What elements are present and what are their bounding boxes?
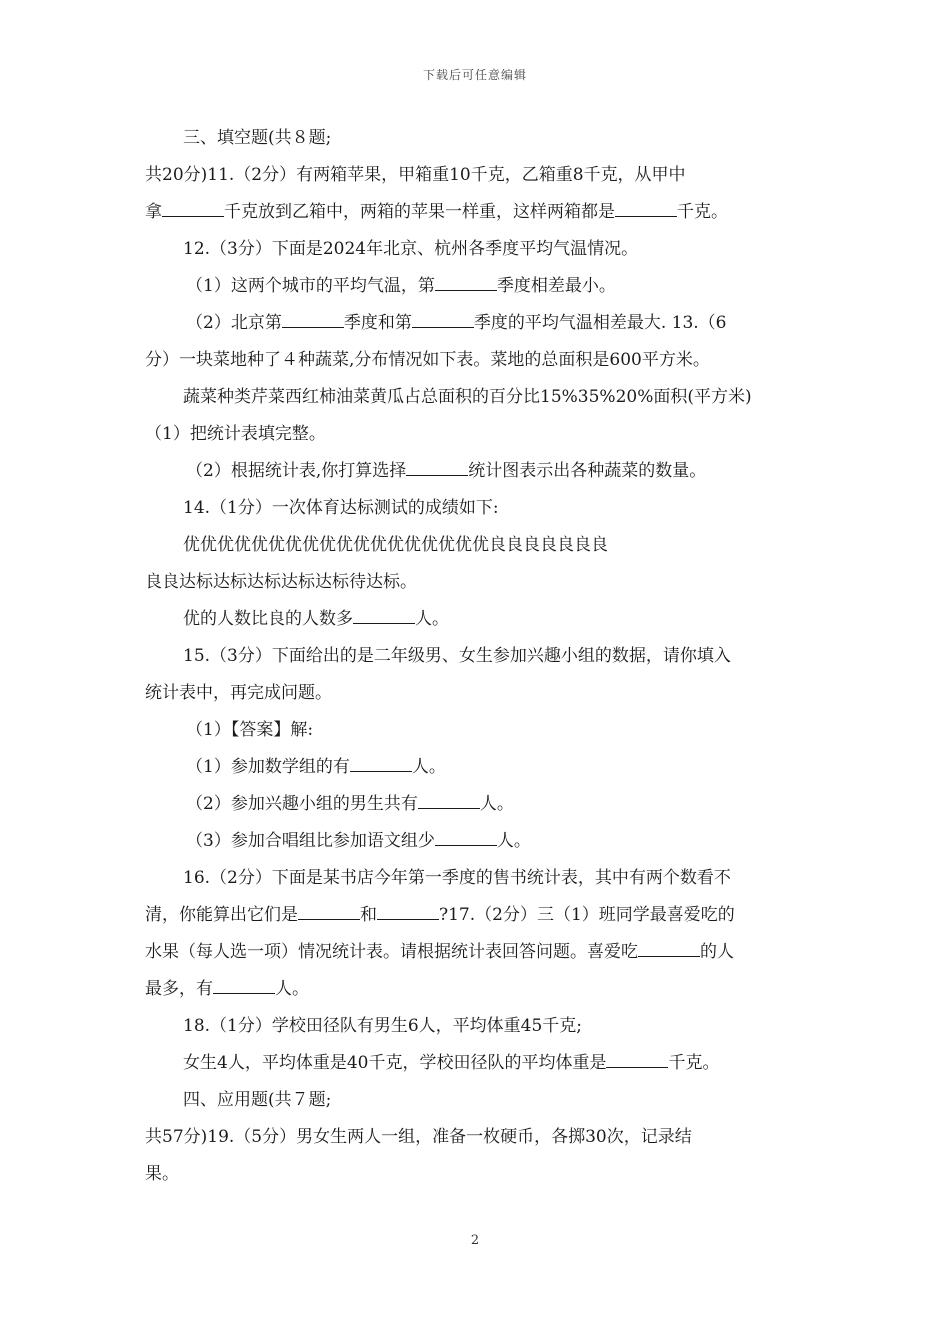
question-15-line-1: 15.（3分）下面给出的是二年级男、女生参加兴趣小组的数据，请你填入 bbox=[183, 646, 731, 666]
text: 和 bbox=[360, 905, 377, 925]
question-14-ask bbox=[145, 601, 810, 638]
section-heading-fill-blank: 三、填空题(共８题; bbox=[183, 128, 332, 148]
question-18-line-1: 18.（1分）学校田径队有男生6人，平均体重45千克; bbox=[183, 1016, 583, 1036]
text: 优的人数比良的人数多 bbox=[183, 609, 353, 629]
text: 的人 bbox=[700, 942, 734, 962]
text: 人。 bbox=[479, 794, 514, 814]
text: 千克。 bbox=[668, 1053, 720, 1073]
text: 清，你能算出它们是 bbox=[145, 905, 298, 925]
text: 季度和第 bbox=[343, 313, 412, 333]
text: 人。 bbox=[496, 831, 531, 851]
question-15-answer: （1）【答案】解: bbox=[186, 720, 314, 740]
text: 人。 bbox=[275, 979, 309, 999]
answer-blank bbox=[615, 197, 677, 217]
answer-blank bbox=[418, 789, 480, 809]
question-13-table-text: 蔬菜种类芹菜西红柿油菜黄瓜占总面积的百分比15%35%20%面积(平方米) bbox=[183, 387, 752, 407]
text: 人。 bbox=[411, 757, 446, 777]
text: 千克放到乙箱中，两箱的苹果一样重，这样两箱都是 bbox=[224, 202, 615, 222]
text: （3）参加合唱组比参加语文组少 bbox=[186, 831, 435, 851]
question-19-line-1: 共57分)19.（5分）男女生两人一组，准备一枚硬币，各掷30次，记录结 bbox=[145, 1127, 692, 1147]
question-14-results-1: 优优优优优优优优优优优优优优优优优优良良良良良良良 bbox=[183, 535, 608, 555]
answer-blank bbox=[435, 271, 497, 291]
question-15-part-2 bbox=[145, 786, 810, 823]
text: 最多，有 bbox=[145, 979, 213, 999]
question-13-part-2 bbox=[145, 453, 810, 490]
text: （1）参加数学组的有 bbox=[186, 757, 350, 777]
question-12: 12.（3分）下面是2024年北京、杭州各季度平均气温情况。 bbox=[183, 239, 639, 259]
page-number: 2 bbox=[470, 1233, 480, 1248]
question-11-line-1: 共20分)11.（2分）有两箱苹果，甲箱重10千克，乙箱重8千克，从甲中 bbox=[145, 165, 686, 185]
answer-blank bbox=[350, 752, 412, 772]
page-header: 下载后可任意编辑 bbox=[422, 68, 527, 82]
question-15-line-2: 统计表中，再完成问题。 bbox=[145, 683, 332, 703]
answer-blank bbox=[213, 974, 275, 994]
answer-blank bbox=[606, 1048, 668, 1068]
question-17-line-2 bbox=[145, 971, 810, 1008]
answer-blank bbox=[638, 937, 700, 957]
question-16-line-2 bbox=[145, 897, 810, 934]
answer-blank bbox=[282, 308, 344, 328]
text: （2）根据统计表,你打算选择 bbox=[186, 461, 407, 481]
question-16-line-1: 16.（2分）下面是某书店今年第一季度的售书统计表，其中有两个数看不 bbox=[183, 868, 731, 888]
answer-blank bbox=[377, 900, 439, 920]
text: （2）参加兴趣小组的男生共有 bbox=[186, 794, 418, 814]
question-19-line-2: 果。 bbox=[145, 1164, 179, 1184]
question-15-part-1 bbox=[145, 749, 810, 786]
section-heading-application: 四、应用题(共７题; bbox=[183, 1090, 332, 1110]
text: （1）这两个城市的平均气温，第 bbox=[186, 276, 435, 296]
question-14-results-2: 良良达标达标达标达标达标待达标。 bbox=[145, 572, 417, 592]
question-15-part-3 bbox=[145, 823, 810, 860]
question-13-part-1: （1）把统计表填完整。 bbox=[145, 424, 326, 444]
text: 水果（每人选一项）情况统计表。请根据统计表回答问题。喜爱吃 bbox=[145, 942, 638, 962]
text: 女生4人，平均体重是40千克，学校田径队的平均体重是 bbox=[183, 1053, 607, 1073]
question-13: 分）一块菜地种了４种蔬菜,分布情况如下表。菜地的总面积是600平方米。 bbox=[145, 350, 710, 370]
answer-blank bbox=[435, 826, 497, 846]
text: 千克。 bbox=[677, 202, 728, 222]
text: （2）北京第 bbox=[186, 313, 282, 333]
question-11-line-2 bbox=[145, 194, 810, 231]
document-body bbox=[145, 120, 810, 1193]
question-14: 14.（1分）一次体育达标测试的成绩如下: bbox=[183, 498, 499, 518]
answer-blank bbox=[162, 197, 224, 217]
answer-blank bbox=[353, 604, 415, 624]
text: 季度相差最小。 bbox=[496, 276, 616, 296]
text: 人。 bbox=[415, 609, 449, 629]
question-12-part-2 bbox=[145, 305, 810, 342]
answer-blank bbox=[412, 308, 474, 328]
text: 拿 bbox=[145, 202, 162, 222]
question-12-part-1 bbox=[145, 268, 810, 305]
question-17-line-1 bbox=[145, 934, 810, 971]
question-18-line-2 bbox=[145, 1045, 810, 1082]
answer-blank bbox=[406, 456, 468, 476]
answer-blank bbox=[298, 900, 360, 920]
text: ?17.（2分）三（1）班同学最喜爱吃的 bbox=[439, 905, 735, 925]
text: 季度的平均气温相差最大. 13.（6 bbox=[473, 313, 727, 333]
text: 统计图表示出各种蔬菜的数量。 bbox=[468, 461, 707, 481]
